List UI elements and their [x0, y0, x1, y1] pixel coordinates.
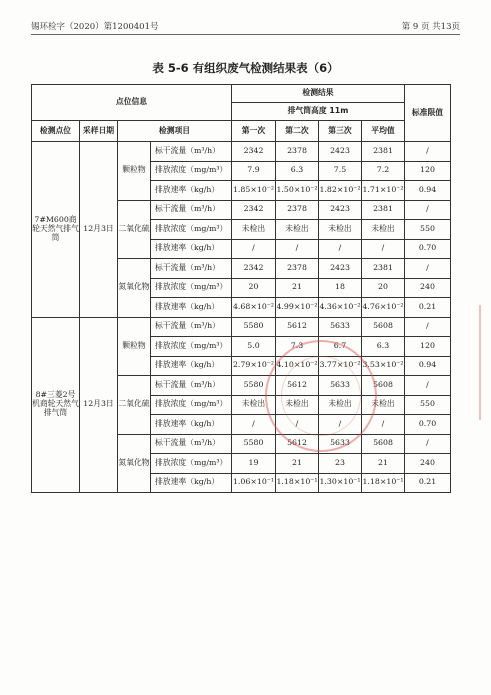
value-cell: 未检出 [362, 220, 405, 240]
value-cell: / [232, 415, 276, 435]
param-cell: 标干流量（m³/h） [151, 317, 232, 337]
value-cell: 2342 [232, 142, 276, 162]
edge-seal-stamp [479, 305, 491, 420]
limit-cell: 0.70 [405, 239, 451, 259]
value-cell: 2423 [319, 200, 362, 220]
param-cell: 排放速率（kg/h） [151, 298, 232, 318]
value-cell: / [276, 415, 319, 435]
report-number: 锡环检字（2020）第1200401号 [31, 22, 159, 32]
value-cell: / [319, 239, 362, 259]
header-rule [31, 34, 460, 35]
value-cell: 5612 [276, 434, 319, 454]
value-cell: 1.18×10⁻¹ [276, 473, 319, 493]
param-cell: 排放速率（kg/h） [151, 239, 232, 259]
limit-cell: / [405, 259, 451, 279]
value-cell: 2.79×10⁻² [232, 356, 276, 376]
limit-cell: 240 [405, 278, 451, 298]
value-cell: / [276, 239, 319, 259]
value-cell: 5633 [319, 317, 362, 337]
header-trial-3: 第三次 [319, 121, 362, 142]
value-cell: 2378 [276, 142, 319, 162]
value-cell: 5633 [319, 376, 362, 396]
value-cell: 5612 [276, 317, 319, 337]
header-point-info: 点位信息 [32, 85, 232, 121]
value-cell: 2381 [362, 200, 405, 220]
param-cell: 排放浓度（mg/m³） [151, 395, 232, 415]
value-cell: 未检出 [232, 395, 276, 415]
value-cell: 7.5 [319, 161, 362, 181]
page-info: 第 9 页 共13页 [401, 22, 460, 32]
value-cell: 2342 [232, 200, 276, 220]
value-cell: 2381 [362, 142, 405, 162]
value-cell: 4.76×10⁻² [362, 298, 405, 318]
limit-cell: 0.70 [405, 415, 451, 435]
value-cell: 1.50×10⁻² [276, 181, 319, 201]
value-cell: 5633 [319, 434, 362, 454]
official-seal-inner-ring [281, 356, 361, 436]
location-cell: 7#M600商轮天然气排气筒 [32, 142, 80, 318]
param-cell: 排放速率（kg/h） [151, 181, 232, 201]
value-cell: 5580 [232, 434, 276, 454]
value-cell: 未检出 [319, 220, 362, 240]
header-trial-1: 第一次 [232, 121, 276, 142]
limit-cell: 240 [405, 454, 451, 474]
param-cell: 排放浓度（mg/m³） [151, 161, 232, 181]
value-cell: 6.3 [276, 161, 319, 181]
param-cell: 排放速率（kg/h） [151, 473, 232, 493]
value-cell: 2378 [276, 200, 319, 220]
value-cell: 6.3 [362, 337, 405, 357]
header-results: 检测结果 [232, 85, 405, 103]
value-cell: 2378 [276, 259, 319, 279]
value-cell: 5608 [362, 317, 405, 337]
value-cell: / [319, 415, 362, 435]
param-cell: 排放浓度（mg/m³） [151, 454, 232, 474]
value-cell: 未检出 [232, 220, 276, 240]
value-cell: 2423 [319, 259, 362, 279]
value-cell: 5608 [362, 434, 405, 454]
pollutant-cell: 二氧化硫 [118, 200, 151, 259]
value-cell: 21 [276, 454, 319, 474]
header-item: 检测项目 [118, 121, 232, 142]
limit-cell: 120 [405, 337, 451, 357]
value-cell: 7.2 [362, 161, 405, 181]
value-cell: 3.53×10⁻² [362, 356, 405, 376]
limit-cell: 120 [405, 161, 451, 181]
limit-cell: 0.21 [405, 298, 451, 318]
value-cell: 1.71×10⁻² [362, 181, 405, 201]
value-cell: / [362, 415, 405, 435]
table-row [32, 142, 451, 162]
value-cell: 4.36×10⁻² [319, 298, 362, 318]
param-cell: 排放速率（kg/h） [151, 356, 232, 376]
date-cell: 12月3日 [80, 142, 118, 318]
param-cell: 标干流量（m³/h） [151, 200, 232, 220]
value-cell: 5608 [362, 376, 405, 396]
header-date: 采样日期 [80, 121, 118, 142]
value-cell: 6.7 [319, 337, 362, 357]
pollutant-cell: 氮氧化物 [118, 434, 151, 493]
limit-cell: 550 [405, 395, 451, 415]
value-cell: 19 [232, 454, 276, 474]
param-cell: 排放浓度（mg/m³） [151, 278, 232, 298]
value-cell: 未检出 [319, 395, 362, 415]
value-cell: 2423 [319, 142, 362, 162]
header-trial-2: 第二次 [276, 121, 319, 142]
value-cell: 3.77×10⁻² [319, 356, 362, 376]
table-row [32, 317, 451, 337]
header-location: 检测点位 [32, 121, 80, 142]
value-cell: 5.0 [232, 337, 276, 357]
param-cell: 排放浓度（mg/m³） [151, 337, 232, 357]
pollutant-cell: 二氧化硫 [118, 376, 151, 435]
value-cell: 18 [319, 278, 362, 298]
value-cell: / [232, 239, 276, 259]
value-cell: 20 [232, 278, 276, 298]
param-cell: 标干流量（m³/h） [151, 376, 232, 396]
header-limit: 标准限值 [405, 85, 451, 142]
value-cell: 1.85×10⁻² [232, 181, 276, 201]
value-cell: 未检出 [362, 395, 405, 415]
limit-cell: / [405, 142, 451, 162]
value-cell: 1.18×10⁻¹ [362, 473, 405, 493]
value-cell: 23 [319, 454, 362, 474]
value-cell: 2381 [362, 259, 405, 279]
value-cell: 4.68×10⁻² [232, 298, 276, 318]
limit-cell: / [405, 317, 451, 337]
value-cell: 5580 [232, 376, 276, 396]
value-cell: 2342 [232, 259, 276, 279]
value-cell: / [362, 239, 405, 259]
date-cell: 12月3日 [80, 317, 118, 493]
value-cell: 7.3 [276, 337, 319, 357]
value-cell: 1.30×10⁻¹ [319, 473, 362, 493]
limit-cell: / [405, 434, 451, 454]
value-cell: 未检出 [276, 220, 319, 240]
pollutant-cell: 颗粒物 [118, 317, 151, 376]
value-cell: 21 [276, 278, 319, 298]
limit-cell: 0.21 [405, 473, 451, 493]
value-cell: 1.06×10⁻¹ [232, 473, 276, 493]
emission-results-table [31, 84, 451, 493]
table-title: 表 5-6 有组织废气检测结果表（6） [152, 61, 339, 75]
header-stack-height: 排气筒高度 11m [232, 103, 405, 121]
param-cell: 标干流量（m³/h） [151, 434, 232, 454]
value-cell: 4.10×10⁻² [276, 356, 319, 376]
param-cell: 排放速率（kg/h） [151, 415, 232, 435]
limit-cell: 550 [405, 220, 451, 240]
value-cell: 1.82×10⁻² [319, 181, 362, 201]
limit-cell: 0.94 [405, 356, 451, 376]
param-cell: 排放浓度（mg/m³） [151, 220, 232, 240]
value-cell: 7.9 [232, 161, 276, 181]
pollutant-cell: 颗粒物 [118, 142, 151, 201]
limit-cell: 0.94 [405, 181, 451, 201]
value-cell: 20 [362, 278, 405, 298]
param-cell: 标干流量（m³/h） [151, 142, 232, 162]
location-cell: 8#三菱2号机商轮天然气排气筒 [32, 317, 80, 493]
header-average: 平均值 [362, 121, 405, 142]
limit-cell: / [405, 376, 451, 396]
param-cell: 标干流量（m³/h） [151, 259, 232, 279]
value-cell: 5580 [232, 317, 276, 337]
official-seal-stamp [265, 340, 377, 452]
value-cell: 21 [362, 454, 405, 474]
value-cell: 未检出 [276, 395, 319, 415]
value-cell: 5612 [276, 376, 319, 396]
value-cell: 4.99×10⁻² [276, 298, 319, 318]
limit-cell: / [405, 200, 451, 220]
pollutant-cell: 氮氧化物 [118, 259, 151, 318]
